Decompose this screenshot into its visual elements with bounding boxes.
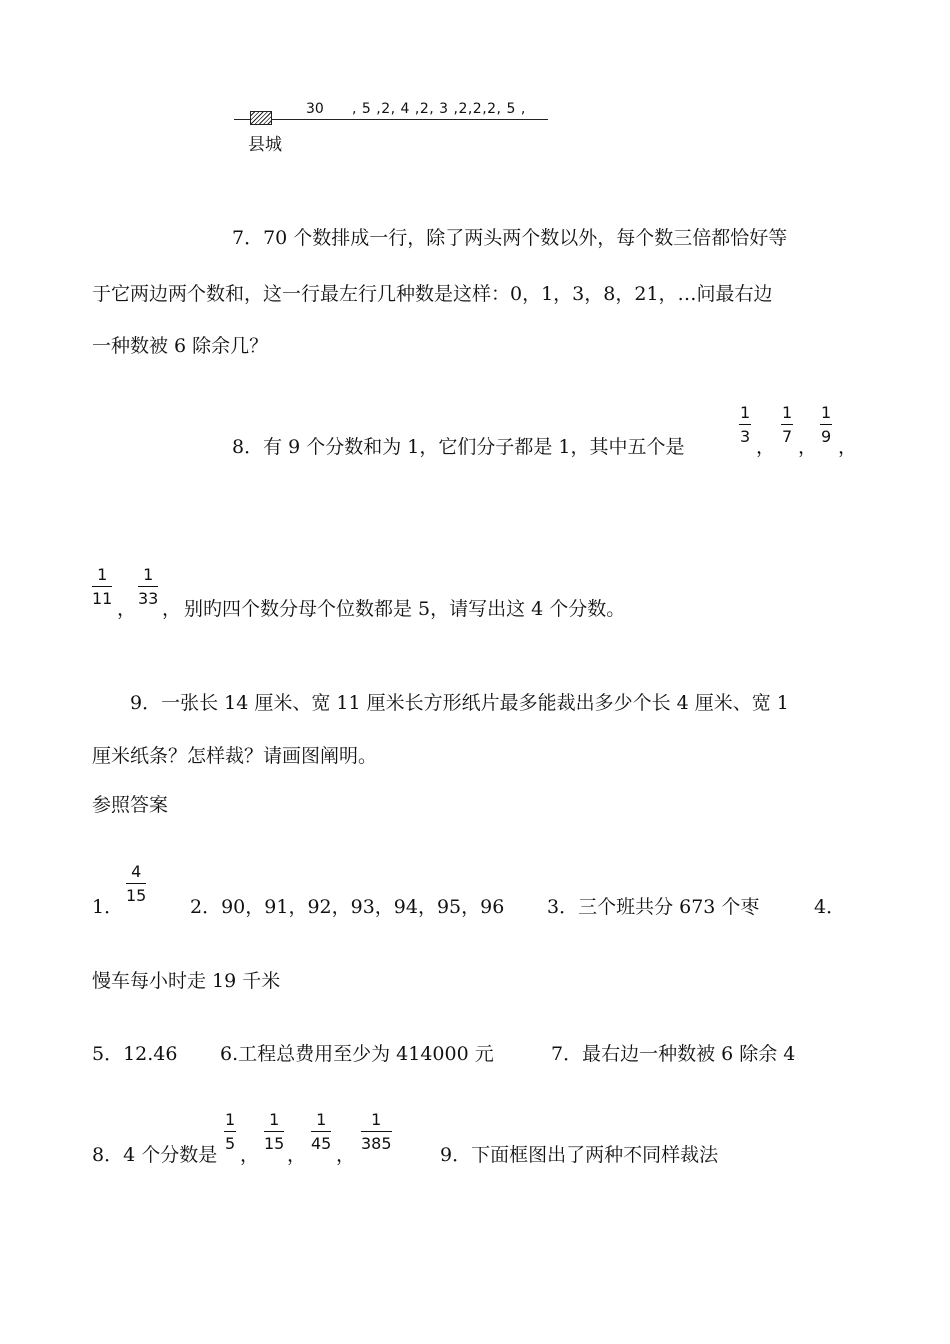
answer-8-fraction-1-45: 1 45 [311, 1110, 332, 1153]
answer-3: 3．三个班共分 673 个枣 [547, 896, 760, 918]
answer-1-prefix: 1． [92, 896, 124, 918]
q8-sep-4: ， [117, 598, 137, 620]
q8-sep-5: ， [162, 598, 182, 620]
q9-line2: 厘米纸条？怎样裁？请画图阐明。 [92, 745, 378, 767]
answer-5: 5．12.46 [92, 1043, 178, 1065]
answer-6: 6.工程总费用至少为 414000 元 [220, 1043, 494, 1065]
answer-7: 7．最右边一种数被 6 除余 4 [551, 1043, 796, 1065]
answer-4-prefix: 4． [814, 896, 846, 918]
answer-8-prefix: 8．4 个分数是 [92, 1144, 218, 1166]
q7-line2: 于它两边两个数和，这一行最左行几种数是这样：0，1，3，8，21，…问最右边 [92, 283, 773, 305]
distance-sequence: , 5 ,2, 4 ,2, 3 ,2,2,2, 5 , [352, 101, 526, 117]
q7-line3: 一种数被 6 除余几？ [92, 335, 269, 357]
q8-fraction-1-33: 1 33 [138, 565, 159, 608]
road-line [234, 119, 548, 120]
q8-sep-3: ， [838, 436, 858, 458]
answer-8-sep-1: ， [240, 1144, 260, 1166]
answer-8-fraction-1-385: 1 385 [361, 1110, 392, 1153]
q8-fraction-1-7: 1 7 [782, 403, 793, 446]
answer-2: 2．90，91，92，93，94，95，96 [190, 896, 505, 918]
answer-1-fraction: 4 15 [126, 862, 147, 905]
answer-8-sep-3: ， [336, 1144, 356, 1166]
city-label: 县城 [248, 135, 282, 155]
answer-8-fraction-1-5: 1 5 [225, 1110, 236, 1153]
distance-label: 30 [306, 101, 324, 117]
q8-sep-2: ， [798, 436, 818, 458]
q8-text2: 别旳四个数分母个位数都是 5，请写出这 4 个分数。 [184, 598, 626, 620]
answer-8-fraction-1-15: 1 15 [264, 1110, 285, 1153]
q8-fraction-1-9: 1 9 [821, 403, 832, 446]
answer-8-sep-2: ， [287, 1144, 307, 1166]
q7-line1: 7．70 个数排成一行，除了两头两个数以外，每个数三倍都恰好等 [232, 227, 788, 249]
q8-fraction-1-11: 1 11 [92, 565, 113, 608]
q8-sep-1: ， [756, 436, 776, 458]
answer-4-text: 慢车每小时走 19 千米 [92, 970, 281, 992]
city-hatched-box [250, 111, 272, 125]
q9-line1: 9．一张长 14 厘米、宽 11 厘米长方形纸片最多能裁出多少个长 4 厘米、宽 1 [130, 692, 789, 714]
q8-fraction-1-3: 1 3 [740, 403, 751, 446]
q8-text1: 8．有 9 个分数和为 1，它们分子都是 1，其中五个是 [232, 436, 685, 458]
answer-9: 9．下面框图出了两种不同样裁法 [440, 1144, 719, 1166]
answers-heading: 参照答案 [92, 794, 169, 816]
